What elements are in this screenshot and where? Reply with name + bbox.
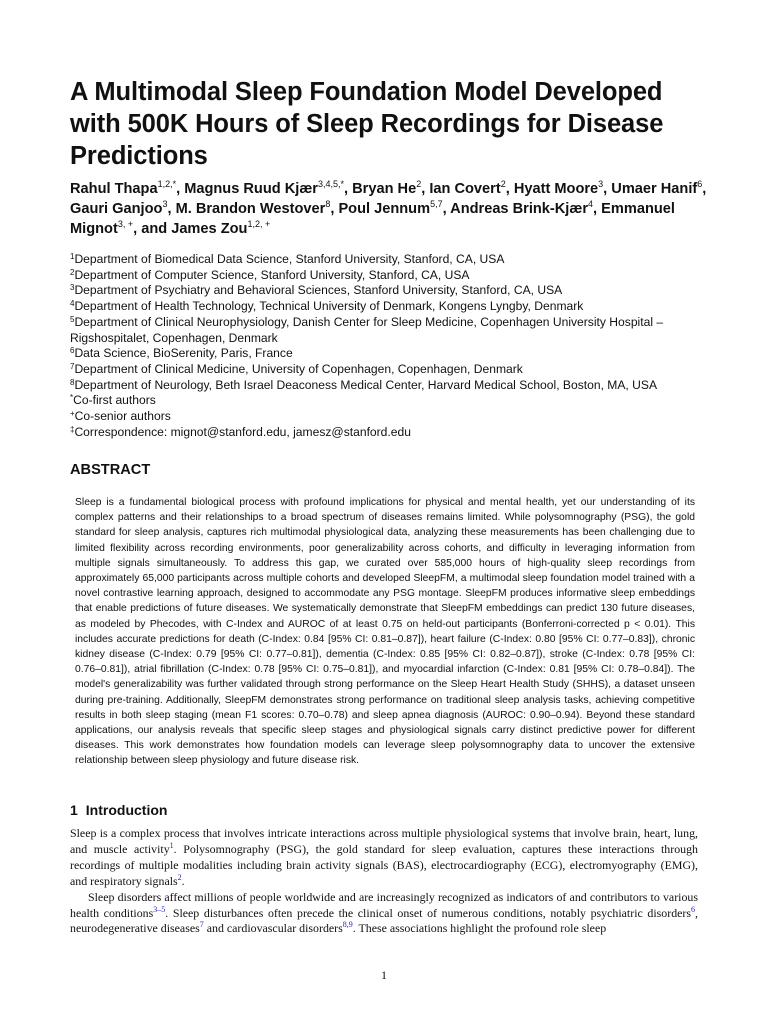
section-number: 1 bbox=[70, 802, 78, 818]
introduction-text bbox=[70, 826, 698, 937]
affiliation-text: Co-first authors bbox=[73, 393, 156, 408]
affiliation-text: Department of Biomedical Data Science, Stanford University, Stanford, CA, USA bbox=[74, 252, 505, 266]
affiliation-text: Department of Clinical Medicine, University of Copenhagen, Copenhagen, Denmark bbox=[74, 361, 523, 376]
author-affiliation-mark: 3,4,5,* bbox=[317, 179, 345, 190]
author-name: James Zou bbox=[171, 221, 248, 237]
affiliation-mark: 8 bbox=[70, 377, 75, 387]
author-affiliation-mark: 6 bbox=[697, 179, 703, 190]
paragraph-text: . These associations highlight the profound role sleep bbox=[352, 921, 607, 936]
author-affiliation-mark: 8 bbox=[325, 199, 331, 210]
affiliation-mark: ‡ bbox=[70, 424, 75, 434]
author-affiliation-mark: 1,2,* bbox=[157, 179, 177, 190]
affiliation-text: Data Science, BioSerenity, Paris, France bbox=[74, 346, 293, 361]
author-affiliation-mark: 2 bbox=[500, 179, 506, 190]
author-affiliation-mark: 5,7 bbox=[430, 199, 443, 210]
affiliation-text: Department of Psychiatry and Behavioral Sciences, Stanford University, Stanford, CA, USA bbox=[74, 283, 563, 298]
section-heading bbox=[70, 802, 167, 818]
affiliation-text: Correspondence: mignot@stanford.edu, jamesz@stanford.edu bbox=[74, 424, 411, 439]
affiliation-item bbox=[70, 425, 710, 441]
affiliation-mark: 3 bbox=[70, 283, 75, 293]
affiliation-mark: 6 bbox=[70, 346, 75, 356]
affiliation-item bbox=[70, 346, 710, 362]
affiliation-item bbox=[70, 378, 710, 394]
paragraph-text: and cardiovascular disorders bbox=[203, 921, 343, 936]
affiliation-item bbox=[70, 268, 710, 284]
paragraph-text: Sleep disorders affect millions of people worldwide and are increasingly recognized as indicators of and contributors to various health conditions bbox=[70, 889, 698, 920]
affiliation-text: Co-senior authors bbox=[74, 409, 171, 424]
paper-title: A Multimodal Sleep Foundation Model Developed with 500K Hours of Sleep Recordings for Disease Predictions bbox=[70, 78, 664, 170]
citation-link[interactable]: 7 bbox=[199, 920, 204, 930]
author-name: Rahul Thapa bbox=[70, 181, 158, 197]
author-name: Umaer Hanif bbox=[611, 181, 698, 197]
affiliation-item bbox=[70, 252, 710, 268]
paragraph-text: . Sleep disturbances often precede the clinical onset of numerous conditions, notably psychiatric disorders bbox=[165, 905, 691, 920]
paragraph-text: . Polysomnography (PSG), the gold standard for sleep evaluation, captures these interactions through recordings of multiple modalities including brain activity signals (BAS), electrocardiography (ECG), electromyography (EMG), and respiratory signals bbox=[70, 841, 698, 888]
author-name: Hyatt Moore bbox=[513, 181, 599, 197]
affiliation-item bbox=[70, 299, 710, 315]
affiliation-mark: * bbox=[70, 393, 74, 403]
affiliation-mark: 4 bbox=[70, 299, 75, 309]
affiliation-item bbox=[70, 315, 710, 346]
author-name: Andreas Brink-Kjær bbox=[450, 201, 589, 217]
author-name: Ian Covert bbox=[429, 181, 501, 197]
author-name: Magnus Ruud Kjær bbox=[184, 181, 318, 197]
affiliation-item bbox=[70, 409, 710, 425]
affiliation-mark: 2 bbox=[70, 267, 75, 277]
affiliation-item bbox=[70, 362, 710, 378]
affiliation-text: Department of Computer Science, Stanford University, Stanford, CA, USA bbox=[74, 267, 470, 282]
abstract-body: Sleep is a fundamental biological process with profound implications for physical and mental health, yet our understanding of its complex patterns and their relationships to a broad spectrum of diseases remains limited. While polysomnography (PSG), the gold standard for sleep analysis, captures rich multimodal physiological data, analyzing these measurements has been challenging due to limited flexibility across recording environments, poor generalizability across cohorts, and difficulty in leveraging information from multiple signals simultaneously. To address this gap, we curated over 585,000 hours of high-quality sleep recordings from approximately 65,000 participants across multiple cohorts and developed SleepFM, a multimodal sleep foundation model trained with a novel contrastive learning approach, designed to accommodate any PSG montage. SleepFM produces informative sleep embeddings that enable predictions of future diseases. We systematically demonstrate that SleepFM embeddings can predict 130 future diseases, as modeled by Phecodes, with C-Index and AUROC of at least 0.75 on held-out participants (Bonferroni-corrected p < 0.01). This includes accurate predictions for death (C-Index: 0.84 [95% CI: 0.81–0.87]), heart failure (C-Index: 0.80 [95% CI: 0.77–0.83]), chronic kidney disease (C-Index: 0.79 [95% CI: 0.77–0.81]), dementia (C-Index: 0.85 [95% CI: 0.82–0.87]), stroke (C-Index: 0.78 [95% CI: 0.76–0.81]), atrial fibrillation (C-Index: 0.78 [95% CI: 0.75–0.81]), and myocardial infarction (C-Index: 0.81 [95% CI: 0.78–0.84]). The model's generalizability was further validated through strong performance on the Sleep Heart Health Study (SHHS), a dataset unseen during pre-training. Additionally, SleepFM demonstrates strong performance on traditional sleep analysis tasks, achieving competitive results in both sleep staging (mean F1 scores: 0.70–0.78) and sleep apnea diagnosis (AUROC: 0.90–0.94). Beyond these standard applications, our analysis reveals that specific sleep stages and physiological signals carry distinct predictive power for different diseases. This work demonstrates how foundation models can leverage sleep polysomnography data to uncover the extensive relationship between sleep physiology and future disease risk. bbox=[75, 497, 695, 767]
author-name: Bryan He bbox=[352, 181, 417, 197]
author-name: Gauri Ganjoo bbox=[70, 201, 163, 217]
affiliation-item bbox=[70, 393, 710, 409]
citation-link[interactable]: 8,9 bbox=[342, 920, 353, 930]
abstract-heading: ABSTRACT bbox=[70, 462, 151, 478]
paragraph-text: . bbox=[181, 873, 185, 888]
author-affiliation-mark: 4 bbox=[588, 199, 594, 210]
affiliation-mark: 7 bbox=[70, 361, 75, 371]
section-title: Introduction bbox=[85, 802, 168, 818]
author-affiliation-mark: 3, + bbox=[117, 219, 134, 230]
intro-paragraph bbox=[70, 890, 698, 938]
affiliation-text: Department of Health Technology, Technical University of Denmark, Kongens Lyngby, Denmark bbox=[74, 299, 584, 314]
author-name: Poul Jennum bbox=[338, 201, 431, 217]
paragraph-text: , neurodegenerative diseases bbox=[70, 905, 698, 936]
affiliation-mark: + bbox=[70, 409, 75, 419]
author-affiliation-mark: 1,2, + bbox=[247, 219, 271, 230]
citation-link[interactable]: 1 bbox=[169, 840, 174, 850]
author-affiliation-mark: 2 bbox=[416, 179, 422, 190]
affiliations bbox=[70, 252, 710, 440]
author-affiliation-mark: 3 bbox=[598, 179, 604, 190]
author-affiliation-mark: 3 bbox=[162, 199, 168, 210]
citation-link[interactable]: 3–5 bbox=[153, 904, 166, 914]
affiliation-mark: 5 bbox=[70, 314, 75, 324]
page-number: 1 bbox=[381, 968, 387, 982]
citation-link[interactable]: 2 bbox=[177, 872, 182, 882]
citation-link[interactable]: 6 bbox=[691, 904, 695, 914]
affiliation-text: Department of Neurology, Beth Israel Deaconess Medical Center, Harvard Medical School, Boston, MA, USA bbox=[74, 377, 658, 392]
intro-paragraph bbox=[70, 826, 698, 890]
author-list: Rahul Thapa$^{1,2,*}$, Magnus Ruud Kjær$^{3,4,5,*}$, Bryan He$^2$, Ian Covert$^2$, Hyatt Moore$^3$, Umaer Hanif$^6$, Gauri Ganjoo$^3$, M. Brandon Westover$^8$, Poul Jennum$^{5,7}$, Andreas Brink-Kjær$^4$, Emmanuel Mignot$^{3, +}$, and James Zou$^{1,2, +}$ bbox=[70, 179, 707, 237]
author-name: Emmanuel Mignot bbox=[70, 201, 675, 237]
author-name: M. Brandon Westover bbox=[175, 201, 326, 217]
affiliation-item bbox=[70, 283, 710, 299]
paragraph-text: Sleep is a complex process that involves intricate interactions across multiple physiological systems that involve brain, heart, lung, and muscle activity bbox=[70, 826, 698, 856]
affiliation-text: Department of Clinical Neurophysiology, Danish Center for Sleep Medicine, Copenhagen University Hospital – Rigshospitalet, Copenhagen, Denmark bbox=[70, 314, 664, 345]
affiliation-mark: 1 bbox=[70, 252, 75, 261]
